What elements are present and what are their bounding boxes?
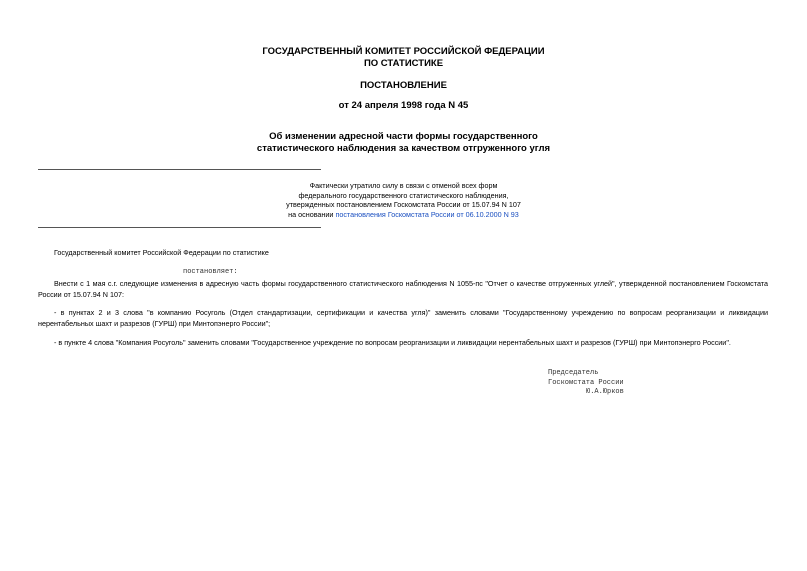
paragraph-item-4: - в пункте 4 слова "Компания Росуголь" заменить словами "Государственное учреждение по вопросам реорганизации и ликвидации нерентабельных шахт и разрезов (ГУРШ) при Минтопэнерго России". bbox=[54, 338, 731, 347]
status-note-line: утвержденных постановлением Госкомстата России от 15.07.94 N 107 bbox=[286, 200, 521, 209]
status-note-line: Фактически утратило силу в связи с отменой всех форм bbox=[309, 181, 498, 190]
document-date: от 24 апреля 1998 года N 45 bbox=[338, 100, 469, 111]
signature-org: Госкомстата России bbox=[548, 378, 624, 387]
document-type: ПОСТАНОВЛЕНИЕ bbox=[360, 80, 447, 91]
committee-name: ГОСУДАРСТВЕННЫЙ КОМИТЕТ РОССИЙСКОЙ ФЕДЕРАЦИИ bbox=[262, 46, 545, 57]
divider-bottom bbox=[38, 227, 321, 228]
divider-top bbox=[38, 169, 321, 170]
committee-name-cont: ПО СТАТИСТИКЕ bbox=[363, 58, 444, 69]
document-subject: Об изменении адресной части формы государственного bbox=[269, 131, 538, 142]
signature-title: Председатель bbox=[548, 369, 599, 377]
signature-position bbox=[530, 369, 730, 398]
status-note-line bbox=[220, 210, 587, 220]
paragraph-intro: Внести с 1 мая с.г. следующие изменения в адресную часть формы государственного статистического наблюдения N 1055-пс "Отчет о качестве отгруженных углей", утвержденной постановлением Госкомстата России от 15.07.94 N 107: bbox=[38, 279, 768, 299]
issuer-text: Государственный комитет Российской Федерации по статистике bbox=[54, 248, 269, 257]
decree-word: постановляет: bbox=[183, 268, 238, 276]
paragraph-item-2-3: - в пунктах 2 и 3 слова "в компанию Росуголь (Отдел стандартизации, сертификации и качества угля)" заменить словами "Государственному учреждению по вопросам реорганизации и ликвидации нерентабельных шахт и разрезов (ГУРШ) при Минтопэнерго России"; bbox=[38, 308, 768, 328]
source-decree-link[interactable]: постановления Госкомстата России от 06.10.2000 N 93 bbox=[335, 209, 519, 219]
document-subject-cont: статистического наблюдения за качеством отгруженного угля bbox=[256, 143, 551, 154]
status-note-prefix: на основании bbox=[288, 209, 336, 219]
status-note-line: федерального государственного статистического наблюдения, bbox=[298, 190, 509, 200]
signature-name: Ю.А.Юрков bbox=[586, 388, 624, 397]
